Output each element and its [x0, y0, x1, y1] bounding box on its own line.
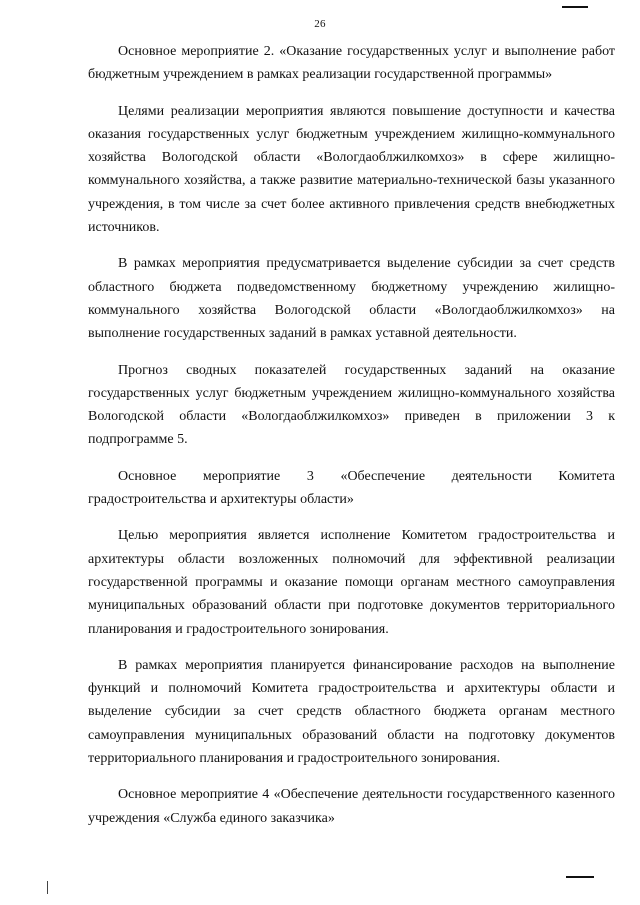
scan-mark-top: [562, 6, 588, 8]
page-number: 26: [314, 18, 326, 30]
document-body: [88, 40, 615, 843]
paragraph-measure-3-financing: В рамках мероприятия планируется финансирование расходов на выполнение функций и полномочий Комитета градостроительства и архитектуры области и выделение субсидии за счет средств областного бюджета органам местного самоуправления муниципальных образований области на подготовку документов территориального планирования и градостроительного зонирования.: [88, 657, 615, 767]
scan-mark-bottom: [566, 876, 594, 878]
paragraph-measure-2-forecast: Прогноз сводных показателей государственных заданий на оказание государственных услуг бюджетным учреждением жилищно-коммунального хозяйства Вологодской области «Вологдаоблжилкомхоз» приведен в приложении 3 к подпрограмме 5.: [88, 362, 615, 448]
paragraph-measure-3-goal: Целью мероприятия является исполнение Комитетом градостроительства и архитектуры области возложенных полномочий для эффективной реализации государственной программы и оказание помощи органам местного самоуправления муниципальных образований области при подготовке документов территориального планирования и градостроительного зонирования.: [88, 528, 615, 637]
paragraph-measure-4-heading: Основное мероприятие 4 «Обеспечение деятельности государственного казенного учреждения «Служба единого заказчика»: [88, 787, 615, 826]
paragraph-measure-2-goals: Целями реализации мероприятия являются повышение доступности и качества оказания государственных услуг бюджетным учреждением жилищно-коммунального хозяйства Вологодской области «Вологдаоблжилкомхоз» в сфере жилищно-коммунального хозяйства, а также развитие материально-технической базы указанного учреждения, в том числе за счет более активного привлечения средств внебюджетных источников.: [88, 103, 615, 236]
paragraph-measure-2-subsidy: В рамках мероприятия предусматривается выделение субсидии за счет средств областного бюджета подведомственному бюджетному учреждению жилищно-коммунального хозяйства Вологодской области «Вологдаоблжилкомхоз» на выполнение государственных заданий в рамках уставной деятельности.: [88, 256, 615, 342]
scan-mark-left: [47, 881, 48, 894]
paragraph-measure-3-heading: Основное мероприятие 3 «Обеспечение деятельности Комитета градостроительства и архитектуры области»: [88, 468, 615, 508]
paragraph-measure-2-heading: Основное мероприятие 2. «Оказание государственных услуг и выполнение работ бюджетным учреждением в рамках реализации государственной программы»: [88, 44, 615, 83]
